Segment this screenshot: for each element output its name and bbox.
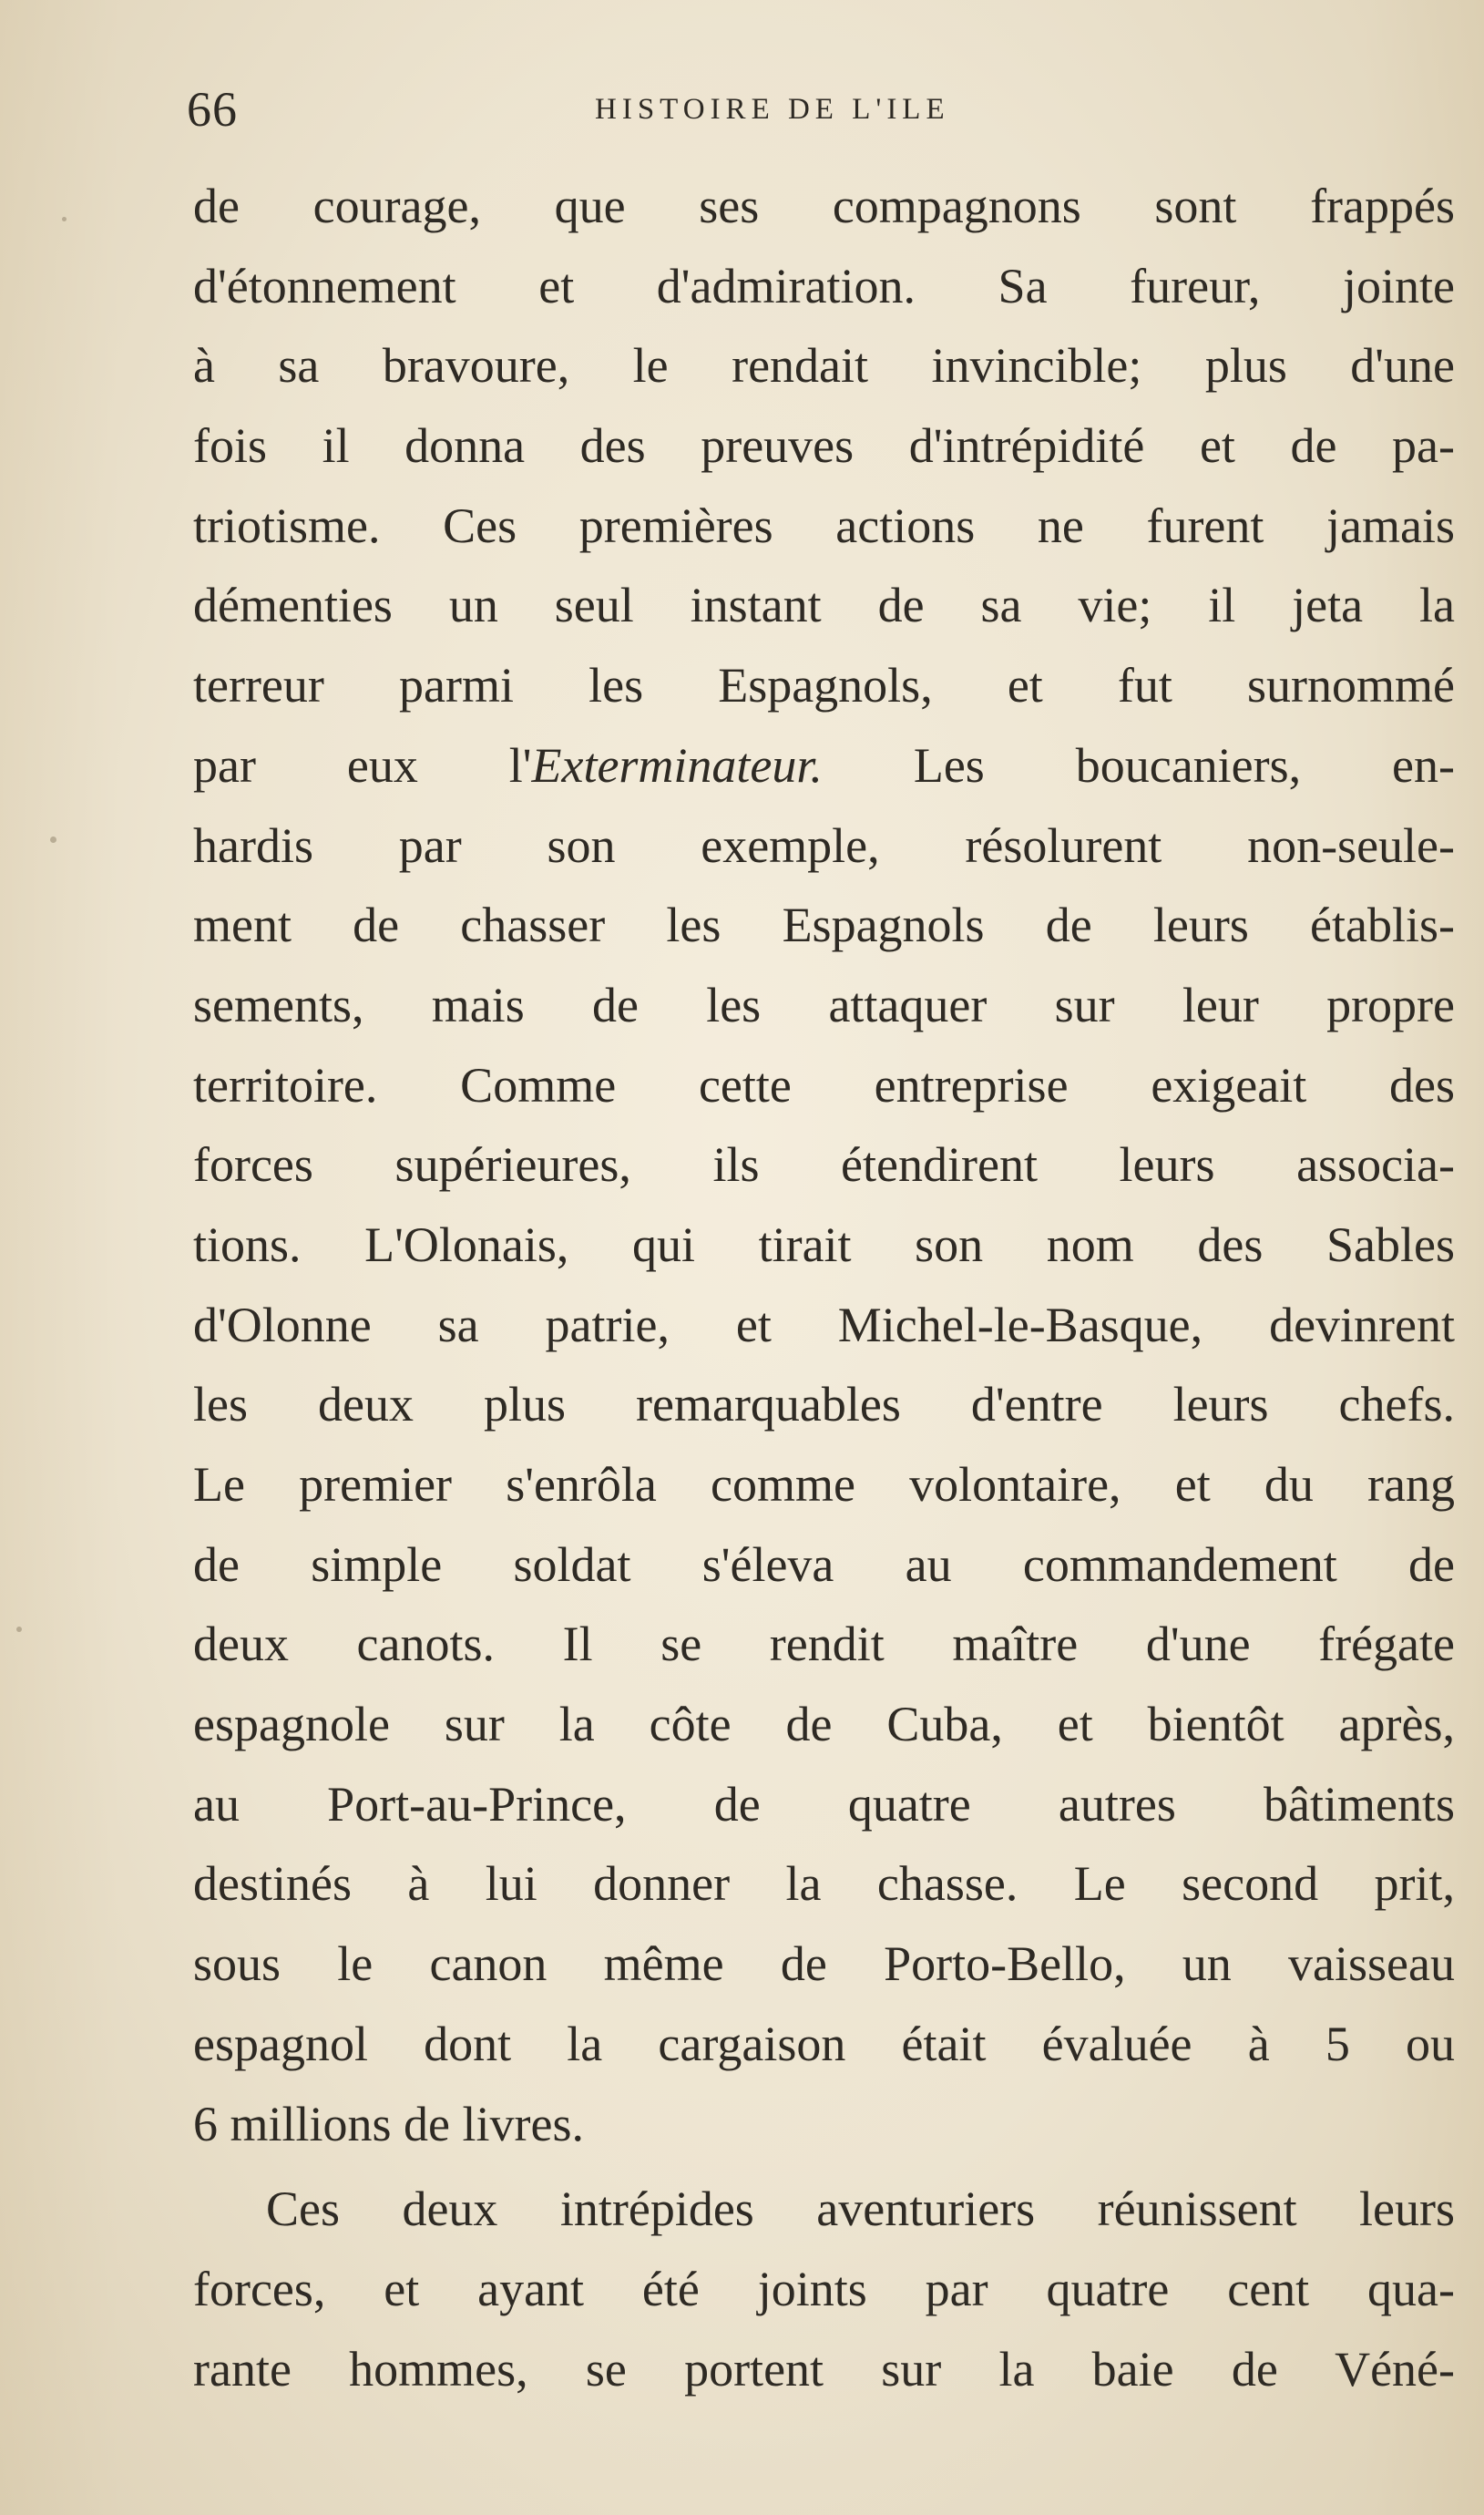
text-line: hardis par son exemple, résolurent non-seule- <box>193 817 1455 873</box>
text-run: Les boucaniers, en- <box>822 737 1455 793</box>
paper-speck <box>62 217 67 221</box>
text-line: Ces deux intrépides aventuriers réunissent leurs <box>266 2181 1455 2237</box>
text-line: d'étonnement et d'admiration. Sa fureur, jointe <box>193 258 1455 313</box>
body-text <box>193 167 1455 2409</box>
text-run: par eux l' <box>193 737 532 793</box>
paper-speck <box>16 1627 22 1632</box>
paper-speck <box>50 837 56 843</box>
text-line: sous le canon même de Porto-Bello, un vaisseau <box>193 1936 1455 1992</box>
text-line: Le premier s'enrôla comme volontaire, et du rang <box>193 1457 1455 1512</box>
text-line: fois il donna des preuves d'intrépidité et de pa- <box>193 418 1455 474</box>
text-line: forces supérieures, ils étendirent leurs associa- <box>193 1137 1455 1193</box>
text-line: rante hommes, se portent sur la baie de Véné- <box>193 2341 1455 2397</box>
text-line: à sa bravoure, le rendait invincible; plus d'une <box>193 338 1455 394</box>
text-line: de simple soldat s'éleva au commandement de <box>193 1536 1455 1592</box>
text-line: les deux plus remarquables d'entre leurs chefs. <box>193 1377 1455 1432</box>
text-line: 6 millions de livres. <box>193 2096 584 2151</box>
page-number: 66 <box>187 82 238 137</box>
text-line: ment de chasser les Espagnols de leurs établis- <box>193 898 1455 953</box>
text-line: d'Olonne sa patrie, et Michel-le-Basque, devinrent <box>193 1297 1455 1352</box>
text-line: deux canots. Il se rendit maître d'une frégate <box>193 1617 1455 1672</box>
text-line-with-italic <box>193 726 1455 806</box>
text-line: terreur parmi les Espagnols, et fut surnommé <box>193 658 1455 713</box>
text-line: de courage, que ses compagnons sont frappés <box>193 179 1455 233</box>
text-line: au Port-au-Prince, de quatre autres bâtiments <box>193 1776 1455 1832</box>
text-line: destinés à lui donner la chasse. Le second prit, <box>193 1856 1455 1912</box>
text-line: triotisme. Ces premières actions ne furent jamais <box>193 498 1455 553</box>
text-line: forces, et ayant été joints par quatre cent qua- <box>193 2261 1455 2316</box>
running-head <box>187 73 1462 146</box>
text-line: démenties un seul instant de sa vie; il jeta la <box>193 578 1455 633</box>
italic-word: Exterminateur. <box>531 737 823 793</box>
text-line: espagnol dont la cargaison était évaluée à 5 ou <box>193 2016 1455 2071</box>
text-line: tions. L'Olonais, qui tirait son nom des Sables <box>193 1216 1455 1272</box>
running-title: HISTOIRE DE L'ILE <box>595 93 950 126</box>
text-line: sements, mais de les attaquer sur leur propre <box>193 977 1455 1032</box>
text-line: espagnole sur la côte de Cuba, et bientôt après, <box>193 1697 1455 1752</box>
text-line: territoire. Comme cette entreprise exigeait des <box>193 1057 1455 1113</box>
